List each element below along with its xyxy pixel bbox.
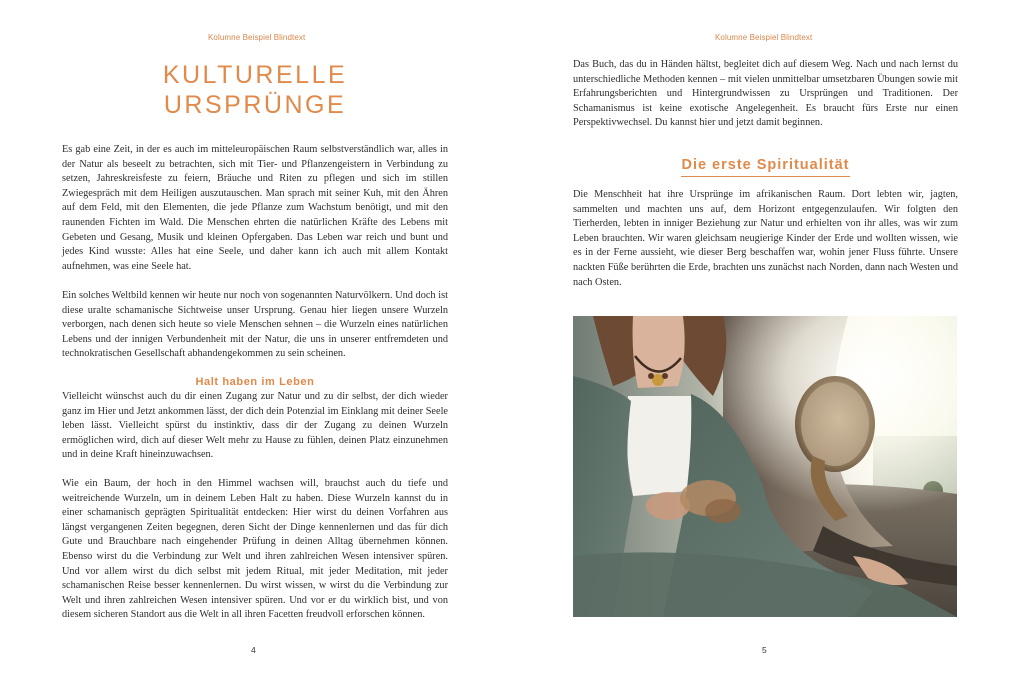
- right-subhead: [573, 157, 958, 180]
- chapter-title: [150, 60, 360, 120]
- left-paragraph-3: Vielleicht wünschst auch du dir einen Zugang zur Natur und zu dir selbst, der dich wieder ganz im Hier und Jetzt ankommen lässt, der dich dein Potenzial im Einklang mit deiner Seele leben lässt. Vielleicht spürst du instinktiv, dass dir der Zugang zu deinen Wurzeln ermöglichen wird, dich auf dieser Welt mehr zu Hause zu fühlen, deinen Platz einzunehmen und in deine Kraft hineinzuwachsen.: [62, 391, 448, 461]
- right-paragraph-2: Die Menschheit hat ihre Ursprünge im afrikanischen Raum. Dort lebten wir, jagten, sammelten und machten uns auf, dem Horizont entgegenzulaufen. Wir folgten den Tierherden, lebten in inniger Beziehung zur Natur und erhielten von ihr alles, was wir zum Leben brauchten. Wir waren gleichsam neugierige Kinder der Erde und wollten wissen, wie es in der Ferne aussieht, wie dieser Berg beschaffen war, wohin jener Fluss führte. Unsere nackten Füße berührten die Erde, brachten uns zunächst nach Norden, dann nach Westen und nach Osten.: [573, 189, 958, 288]
- right-paragraph-1: Das Buch, das du in Händen hältst, begleitet dich auf diesem Weg. Nach und nach lernst du unterschiedliche Methoden kennen – mit vielen unmittelbar umsetzbaren Übungen sowie mit Erfahrungsberichten und Hintergrundwissen zu Ursprüngen und Traditionen. Der Schamanismus ist keine exotische Angelegenheit. Es braucht fürs Erste nur einen Perspektivwechsel. Du kannst hier und jetzt damit beginnen.: [573, 59, 958, 129]
- photo-illustration: [573, 316, 957, 617]
- left-paragraph-2: Ein solches Weltbild kennen wir heute nur noch von sogenannten Naturvölkern. Und doch ist diese uralte schamanische Sichtweise unser Ursprung. Genau hier liegen unsere Wurzeln verborgen, nach denen sich heute so viele Menschen sehnen – die Wurzeln eines natürlichen Lebens und der innigen Verbundenheit mit der Natur, die uns in unserer entfremdeten und technokratischen Gesellschaft abhandengekommen zu sein scheinen.: [62, 290, 448, 360]
- right-page-number: 5: [762, 645, 767, 655]
- chapter-title-line2: URSPRÜNGE: [163, 91, 347, 119]
- left-running-head: Kolumne Beispiel Blindtext: [208, 33, 306, 42]
- right-running-head: Kolumne Beispiel Blindtext: [715, 33, 813, 42]
- right-subhead-text: Die erste Spiritualität: [681, 157, 849, 177]
- left-paragraph-4: Wie ein Baum, der hoch in den Himmel wachsen will, brauchst auch du tiefe und weitreichende Wurzeln, um in deinem Leben Halt zu haben. Diese Wurzeln kannst du in einer schamanisch geprägten Spiritualität entdecken: Hier wirst du deinen Vorfahren aus längst vergangenen Zeiten begegnen, deren Sicht der Dinge kennenlernen und das für dich Gute und Brauchbare nach eingehender Prüfung in deinen Alltag übernehmen können. Ebenso wirst du die Verbindung zur Welt und ihren zahlreichen Wesen intensiver spüren. Und vor allem wirst du dich selbst mit jedem Ritual, mit jeder Meditation, mit jeder schamanischen Reise besser kennenlernen. Du wirst wissen, w wirst du die Verbindung zur Welt und ihren zahlreichen Wesen intensiver spüren. Und vor er du wirklich bist, und von diesem sicheren Standort aus die Welt in all ihren Facetten freudvoll erforschen können.: [62, 478, 448, 621]
- photo-woman-with-drum: [573, 316, 957, 617]
- left-page-number: 4: [251, 645, 256, 655]
- left-paragraph-1: Es gab eine Zeit, in der es auch im mitteleuropäischen Raum selbstverständlich war, alles in der Natur als beseelt zu betrachten, sich mit Tier- und Pflanzengeistern in Verbindung zu setzen, Jahreskreisfeste zu feiern, Bräuche und Riten zu pflegen und sich im stillen Zwiegespräch mit dem Heiligen auszutauschen. Man sprach mit seiner Kuh, mit den Ähren auf dem Feld, mit den Elementen, die jede Pflanze zum Wachstum benötigt, und mit den raunenden Fichten im Wald. Die Menschen ehrten die natürlichen Kräfte des Lebens mit Gebeten und Gesang, Musik und kleinen Opfergaben. Das Leben war reich und bunt und jedes Kind wusste: Alles hat eine Seele, und daher kann ich auch mit allem Kontakt aufnehmen, was eine Seele hat.: [62, 144, 448, 272]
- left-subhead: Halt haben im Leben: [195, 376, 315, 388]
- chapter-title-line1: KULTURELLE: [162, 61, 348, 89]
